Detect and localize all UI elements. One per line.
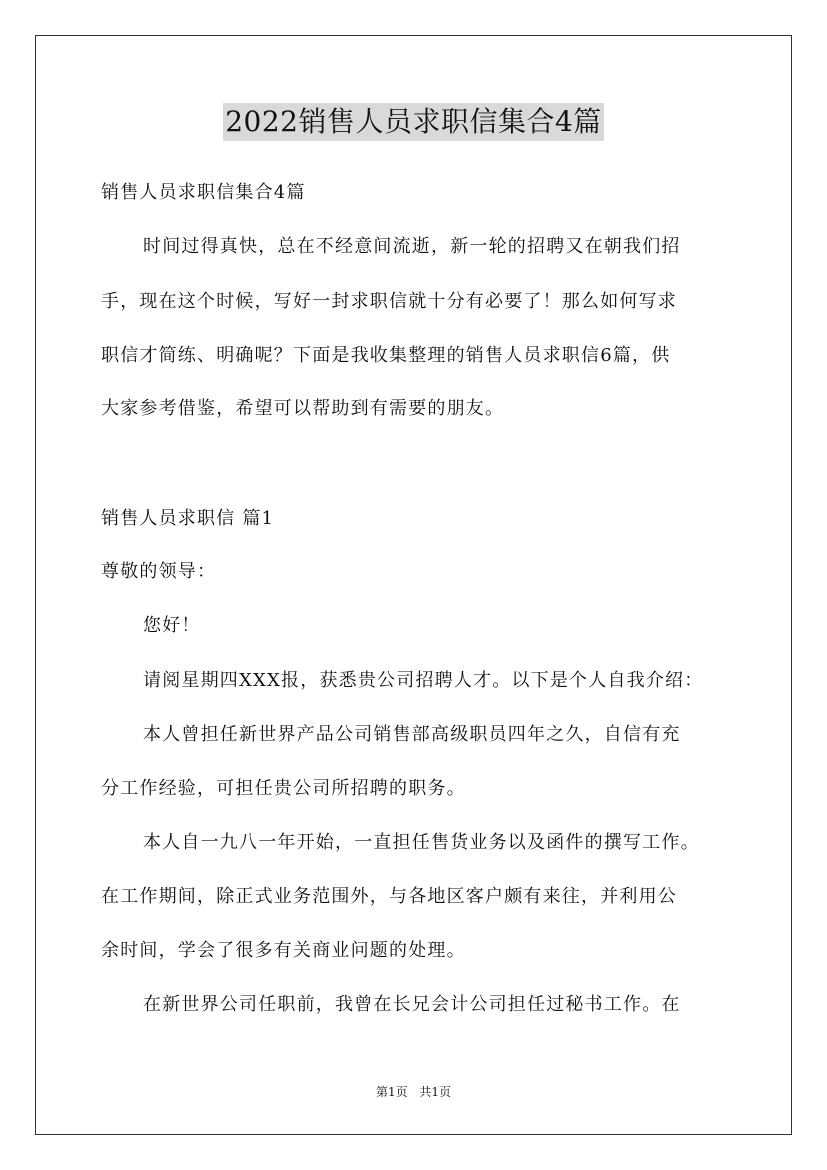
paragraph-line: 职信才简练、明确呢？下面是我收集整理的销售人员求职信6篇，供 [101,345,671,366]
document-title: 2022销售人员求职信集合4篇 [223,103,604,141]
title-container [0,103,827,141]
salutation: 尊敬的领导： [101,561,217,582]
page-footer [0,1083,827,1100]
greeting: 您好！ [143,615,201,636]
paragraph-line: 分工作经验，可担任贵公司所招聘的职务。 [101,778,466,799]
paragraph-line: 本人曾担任新世界产品公司销售部高级职员四年之久，自信有充 [143,724,681,745]
paragraph-line: 时间过得真快，总在不经意间流逝，新一轮的招聘又在朝我们招 [143,236,681,257]
paragraph-line: 请阅星期四XXX报，获悉贵公司招聘人才。以下是个人自我介绍： [143,670,704,691]
section-heading: 销售人员求职信 篇1 [101,508,275,529]
page-number: 第1页 [375,1085,408,1099]
paragraph-line: 在工作期间，除正式业务范围外，与各地区客户颇有来往，并利用公 [101,886,677,907]
paragraph-line: 手，现在这个时候，写好一封求职信就十分有必要了！那么如何写求 [101,291,677,312]
page-total: 共1页 [419,1085,452,1099]
paragraph-line: 在新世界公司任职前，我曾在长兄会计公司担任过秘书工作。在 [143,994,681,1015]
subtitle-line: 销售人员求职信集合4篇 [101,182,306,203]
paragraph-line: 本人自一九八一年开始，一直担任售货业务以及函件的撰写工作。 [143,832,700,853]
paragraph-line: 大家参考借鉴，希望可以帮助到有需要的朋友。 [101,398,505,419]
paragraph-line: 余时间，学会了很多有关商业问题的处理。 [101,940,466,961]
